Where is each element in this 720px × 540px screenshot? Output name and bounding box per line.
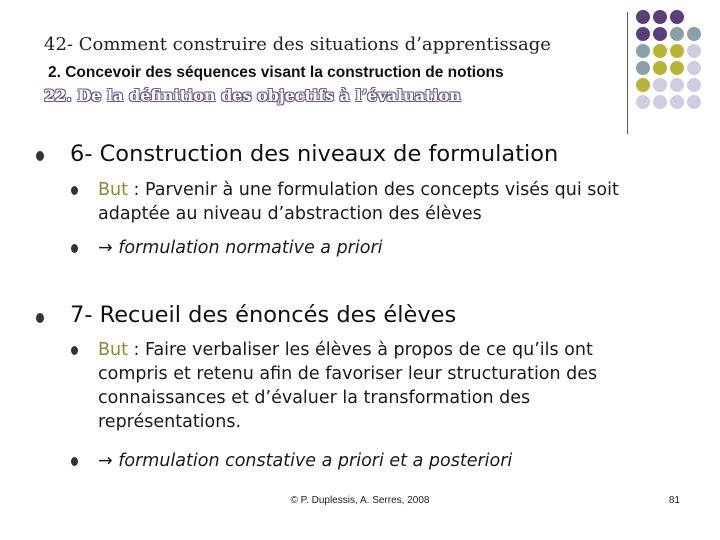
decorative-dot	[653, 61, 667, 75]
item-text: formulation normative a priori	[112, 238, 383, 258]
item-text: représentations.	[98, 412, 242, 432]
decorative-dot-grid	[636, 10, 720, 120]
decorative-dot	[653, 78, 667, 92]
decorative-dot	[653, 44, 667, 58]
slide-section-title: 22. De la définition des objectifs à l’évaluation	[44, 86, 461, 105]
bullet-icon	[36, 151, 44, 161]
footer-credit: © P. Duplessis, A. Serres, 2008	[290, 495, 430, 506]
decorative-dot	[687, 27, 701, 41]
decorative-dot	[636, 95, 650, 109]
list-item	[98, 338, 678, 434]
decorative-dot	[687, 61, 701, 75]
item-text: formulation constative a priori et a posteriori	[112, 451, 513, 471]
bullet-icon	[71, 244, 78, 253]
item-text: compris et retenu afin de favoriser leur structuration des	[98, 364, 598, 384]
decorative-dot	[687, 44, 701, 58]
section-heading: 6- Construction des niveaux de formulation	[70, 141, 559, 167]
list-item	[98, 236, 678, 260]
slide-subtitle: 2. Concevoir des séquences visant la construction de notions	[48, 64, 504, 81]
decorative-dot	[636, 44, 650, 58]
decorative-dot	[670, 27, 684, 41]
but-label: But	[98, 180, 128, 200]
decorative-dot	[636, 78, 650, 92]
decorative-dot	[670, 95, 684, 109]
decorative-divider	[627, 12, 628, 134]
list-item	[98, 449, 678, 473]
bullet-icon	[71, 186, 78, 195]
but-label: But	[98, 340, 128, 360]
arrow-right-icon: →	[98, 451, 113, 471]
item-text: : Parvenir à une formulation des concepts visés qui soit	[127, 180, 619, 200]
decorative-dot	[653, 10, 667, 24]
list-item	[98, 178, 678, 226]
decorative-dot	[670, 10, 684, 24]
bullet-icon	[36, 313, 44, 323]
page-number: 81	[668, 495, 680, 506]
bullet-icon	[71, 457, 78, 466]
decorative-dot	[687, 95, 701, 109]
item-text: adaptée au niveau d’abstraction des élèves	[98, 204, 482, 224]
arrow-right-icon: →	[98, 238, 113, 258]
slide-title: 42- Comment construire des situations d’apprentissage	[44, 34, 551, 55]
decorative-dot	[670, 61, 684, 75]
decorative-dot	[636, 61, 650, 75]
decorative-dot	[670, 78, 684, 92]
section-heading: 7- Recueil des énoncés des élèves	[70, 302, 457, 328]
decorative-dot	[653, 27, 667, 41]
item-text: : Faire verbaliser les élèves à propos de ce qu’ils ont	[127, 340, 593, 360]
decorative-dot	[653, 95, 667, 109]
decorative-dot	[636, 10, 650, 24]
decorative-dot	[636, 27, 650, 41]
bullet-icon	[71, 346, 78, 355]
item-text: connaissances et d’évaluer la transformation des	[98, 388, 531, 408]
decorative-dot	[687, 78, 701, 92]
decorative-dot	[670, 44, 684, 58]
